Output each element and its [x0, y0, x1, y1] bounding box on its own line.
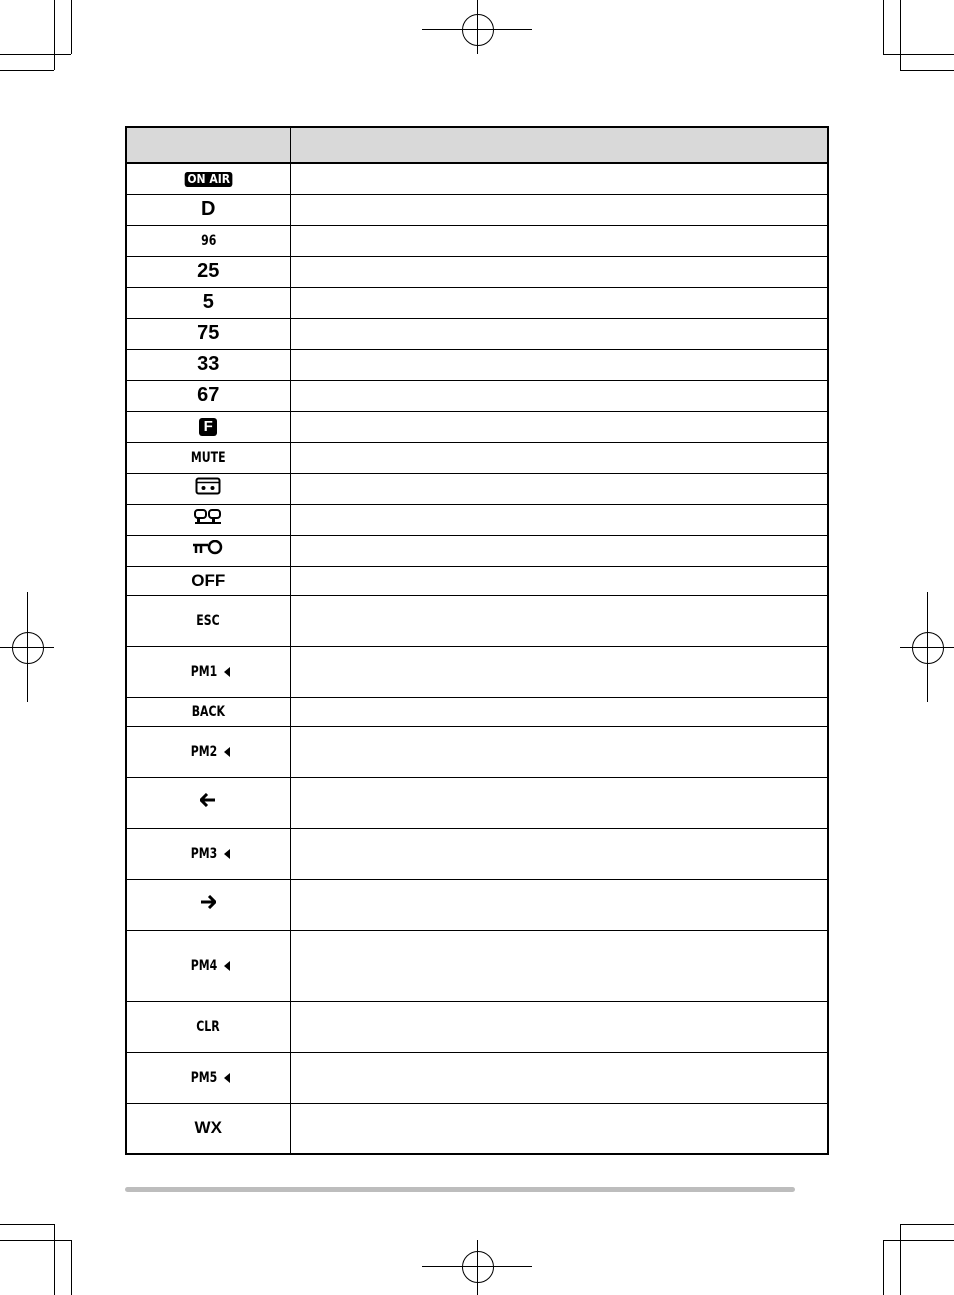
table-row — [126, 349, 828, 380]
row-description — [290, 380, 828, 411]
symbol-table — [125, 126, 829, 1155]
row-description — [290, 442, 828, 473]
left-triangle-icon — [224, 747, 230, 757]
registration-circle — [462, 14, 494, 46]
crop-mark — [900, 1224, 901, 1295]
symbol-label: ESC — [196, 612, 220, 629]
crop-mark — [71, 1240, 72, 1295]
cassette-icon — [195, 477, 221, 495]
row-description — [290, 1001, 828, 1052]
header-description — [290, 127, 828, 163]
row-description — [290, 697, 828, 726]
table-row — [126, 777, 828, 828]
row-description — [290, 194, 828, 225]
registration-circle — [912, 632, 944, 664]
table-row — [126, 225, 828, 256]
on-air-badge: ON AIR — [184, 172, 232, 187]
dual-cassette-icon — [194, 508, 222, 526]
symbol-label: PM3 — [190, 845, 217, 862]
row-description — [290, 1103, 828, 1154]
crop-mark — [0, 1224, 54, 1225]
left-triangle-icon — [224, 667, 230, 677]
row-description — [290, 726, 828, 777]
symbol-label: 67 — [197, 384, 220, 406]
arrow-right-icon — [200, 895, 216, 909]
table-row — [126, 256, 828, 287]
crop-mark — [0, 70, 54, 71]
row-description — [290, 930, 828, 1001]
symbol-label: 5 — [202, 291, 214, 313]
crop-mark — [0, 1240, 71, 1241]
symbol-label: 25 — [197, 260, 220, 282]
left-triangle-icon — [224, 961, 230, 971]
row-description — [290, 225, 828, 256]
left-triangle-icon — [224, 849, 230, 859]
symbol-label: CLR — [196, 1018, 220, 1035]
function-key-icon: F — [199, 418, 217, 436]
key-lock-icon — [192, 540, 224, 556]
crop-mark — [0, 54, 71, 55]
table-row — [126, 566, 828, 595]
row-description — [290, 349, 828, 380]
table-row — [126, 535, 828, 566]
row-description — [290, 504, 828, 535]
symbol-label: D — [201, 198, 216, 220]
symbol-label: 33 — [197, 353, 220, 375]
crop-mark — [54, 1224, 55, 1295]
table-row — [126, 473, 828, 504]
table-row — [126, 646, 828, 697]
table-row — [126, 1001, 828, 1052]
table-row — [126, 930, 828, 1001]
arrow-left-icon — [200, 793, 216, 807]
header-symbol — [126, 127, 290, 163]
table-row — [126, 411, 828, 442]
row-description — [290, 287, 828, 318]
footer-rule — [125, 1187, 795, 1192]
row-description — [290, 595, 828, 646]
crop-mark — [883, 1240, 884, 1295]
crop-mark — [71, 0, 72, 54]
row-description — [290, 566, 828, 595]
row-description — [290, 411, 828, 442]
crop-mark — [883, 1240, 954, 1241]
table-row — [126, 595, 828, 646]
symbol-label: BACK — [191, 703, 225, 720]
table-row — [126, 163, 828, 194]
table-row — [126, 879, 828, 930]
row-description — [290, 646, 828, 697]
registration-circle — [462, 1251, 494, 1283]
table-row — [126, 318, 828, 349]
table-row — [126, 726, 828, 777]
crop-mark — [900, 70, 954, 71]
symbol-label: PM2 — [190, 743, 217, 760]
symbol-label: OFF — [191, 570, 226, 590]
crop-mark — [883, 54, 954, 55]
row-description — [290, 828, 828, 879]
row-description — [290, 163, 828, 194]
row-description — [290, 473, 828, 504]
symbol-label: PM5 — [190, 1069, 217, 1086]
crop-mark — [883, 0, 884, 54]
symbol-label: PM1 — [190, 663, 217, 680]
crop-mark — [900, 0, 901, 70]
symbol-label: MUTE — [190, 449, 226, 466]
crop-mark — [54, 0, 55, 70]
symbol-label: 96 — [200, 232, 216, 249]
table-row — [126, 828, 828, 879]
symbol-label: PM4 — [190, 957, 217, 974]
table-row — [126, 697, 828, 726]
table-row — [126, 380, 828, 411]
row-description — [290, 879, 828, 930]
table-row — [126, 194, 828, 225]
left-triangle-icon — [224, 1073, 230, 1083]
table-row — [126, 287, 828, 318]
row-description — [290, 535, 828, 566]
symbol-label: WX — [194, 1118, 222, 1138]
table-row — [126, 504, 828, 535]
table-row — [126, 1052, 828, 1103]
row-description — [290, 256, 828, 287]
table-header-row — [126, 127, 828, 163]
table-row — [126, 442, 828, 473]
table-row — [126, 1103, 828, 1154]
row-description — [290, 777, 828, 828]
registration-circle — [12, 632, 44, 664]
crop-mark — [900, 1224, 954, 1225]
row-description — [290, 318, 828, 349]
symbol-label: 75 — [197, 322, 220, 344]
row-description — [290, 1052, 828, 1103]
